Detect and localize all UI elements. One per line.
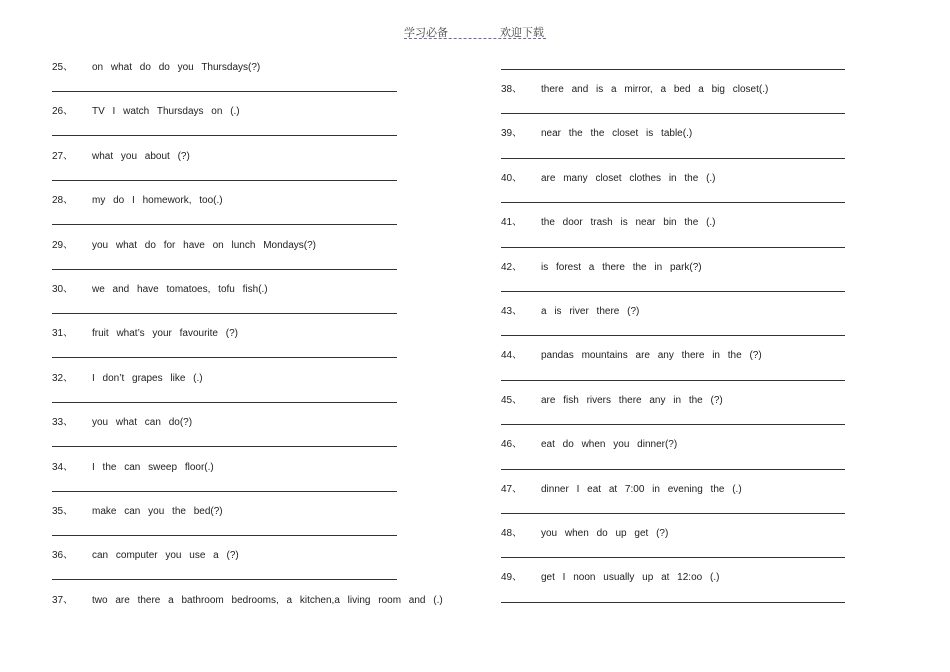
- question-item: [501, 214, 845, 231]
- question-item: [52, 503, 397, 520]
- question-text: I the can sweep floor(.): [92, 461, 214, 473]
- question-text: can computer you use a (?): [92, 550, 239, 562]
- question-number: 49、: [501, 572, 523, 584]
- question-item: [52, 59, 397, 76]
- question-text: my do I homework, too(.): [92, 195, 223, 207]
- question-item: [501, 303, 845, 320]
- question-text: are fish rivers there any in the (?): [541, 394, 723, 406]
- question-item: [501, 170, 845, 187]
- question-item: [52, 148, 397, 165]
- question-number: 32、: [52, 372, 74, 384]
- question-text: two are there a bathroom bedrooms, a kitchen,a living room and (.): [92, 594, 443, 606]
- question-number: 37、: [52, 594, 74, 606]
- question-number: 30、: [52, 284, 74, 295]
- answer-line[interactable]: [501, 158, 845, 159]
- question-number: 39、: [501, 128, 523, 140]
- answer-line[interactable]: [52, 91, 397, 92]
- question-text: fruit what’s your favourite (?): [92, 328, 238, 340]
- question-number: 46、: [501, 439, 523, 451]
- header-left-text: 学习必备: [404, 26, 448, 39]
- header-right-text: 欢迎下载: [500, 26, 544, 39]
- question-item: [52, 414, 397, 431]
- question-number: 28、: [52, 195, 74, 207]
- question-item: [501, 125, 845, 142]
- question-item: [52, 547, 397, 564]
- question-number: 47、: [501, 483, 523, 495]
- question-item: [501, 481, 845, 498]
- question-number: 26、: [52, 106, 74, 118]
- answer-line[interactable]: [501, 380, 845, 381]
- answer-line[interactable]: [501, 113, 845, 114]
- question-number: 27、: [52, 150, 74, 162]
- question-text: dinner I eat at 7:00 in evening the (.): [541, 483, 742, 495]
- question-item: [501, 525, 845, 542]
- answer-line[interactable]: [52, 313, 397, 314]
- answer-line[interactable]: [52, 180, 397, 181]
- answer-line[interactable]: [501, 557, 845, 558]
- question-text: I don’t grapes like (.): [92, 372, 203, 384]
- question-text: on what do do you Thursdays(?): [92, 62, 261, 73]
- question-item: [52, 370, 397, 387]
- question-text: pandas mountains are any there in the (?): [541, 350, 762, 362]
- question-text: get I noon usually up at 12:oo (.): [541, 572, 720, 584]
- question-text: what you about (?): [92, 150, 190, 162]
- answer-line[interactable]: [52, 491, 397, 492]
- question-number: 41、: [501, 217, 523, 229]
- answer-line[interactable]: [501, 424, 845, 425]
- answer-line[interactable]: [52, 224, 397, 225]
- question-text: there and is a mirror, a bed a big closet(.): [541, 84, 769, 95]
- answer-line[interactable]: [52, 579, 397, 580]
- answer-line[interactable]: [501, 335, 845, 336]
- question-text: is forest a there the in park(?): [541, 261, 702, 273]
- question-number: 40、: [501, 172, 523, 184]
- question-item: [52, 281, 397, 298]
- question-text: you what do for have on lunch Mondays(?): [92, 239, 316, 251]
- question-item: [52, 192, 397, 209]
- question-number: 38、: [501, 84, 523, 95]
- question-number: 42、: [501, 261, 523, 273]
- question-item: [52, 237, 397, 254]
- answer-line[interactable]: [501, 247, 845, 248]
- question-text: near the the closet is table(.): [541, 128, 693, 140]
- question-item: [501, 392, 845, 409]
- answer-line[interactable]: [501, 602, 845, 603]
- question-number: 45、: [501, 394, 523, 406]
- question-text: the door trash is near bin the (.): [541, 217, 716, 229]
- question-text: you what can do(?): [92, 417, 193, 429]
- answer-line[interactable]: [52, 402, 397, 403]
- question-text: you when do up get (?): [541, 528, 669, 539]
- answer-line[interactable]: [52, 135, 397, 136]
- question-number: 29、: [52, 239, 74, 251]
- page-header: [404, 24, 564, 42]
- question-number: 36、: [52, 550, 74, 562]
- question-text: are many closet clothes in the (.): [541, 172, 716, 184]
- answer-line[interactable]: [501, 291, 845, 292]
- question-number: 31、: [52, 328, 74, 340]
- question-number: 43、: [501, 306, 523, 317]
- question-item: [501, 436, 845, 453]
- question-item: [501, 259, 845, 276]
- answer-line[interactable]: [501, 469, 845, 470]
- question-text: TV I watch Thursdays on (.): [92, 106, 240, 118]
- answer-line[interactable]: [501, 69, 845, 70]
- question-item: [52, 325, 397, 342]
- question-number: 48、: [501, 528, 523, 539]
- question-item: [52, 592, 443, 609]
- answer-line[interactable]: [52, 357, 397, 358]
- question-number: 44、: [501, 350, 523, 362]
- answer-line[interactable]: [501, 513, 845, 514]
- question-item: [52, 103, 397, 120]
- question-item: [52, 459, 397, 476]
- answer-line[interactable]: [52, 446, 397, 447]
- answer-line[interactable]: [501, 202, 845, 203]
- question-item: [501, 81, 845, 98]
- answer-line[interactable]: [52, 269, 397, 270]
- question-text: eat do when you dinner(?): [541, 439, 678, 451]
- question-item: [501, 347, 845, 364]
- question-number: 25、: [52, 62, 74, 73]
- question-text: a is river there (?): [541, 306, 640, 317]
- header-dashed-underline: [404, 38, 546, 39]
- question-number: 34、: [52, 461, 74, 473]
- question-text: we and have tomatoes, tofu fish(.): [92, 284, 268, 295]
- question-number: 35、: [52, 506, 74, 517]
- answer-line[interactable]: [52, 535, 397, 536]
- question-item: [501, 569, 845, 586]
- question-number: 33、: [52, 417, 74, 429]
- question-text: make can you the bed(?): [92, 506, 223, 517]
